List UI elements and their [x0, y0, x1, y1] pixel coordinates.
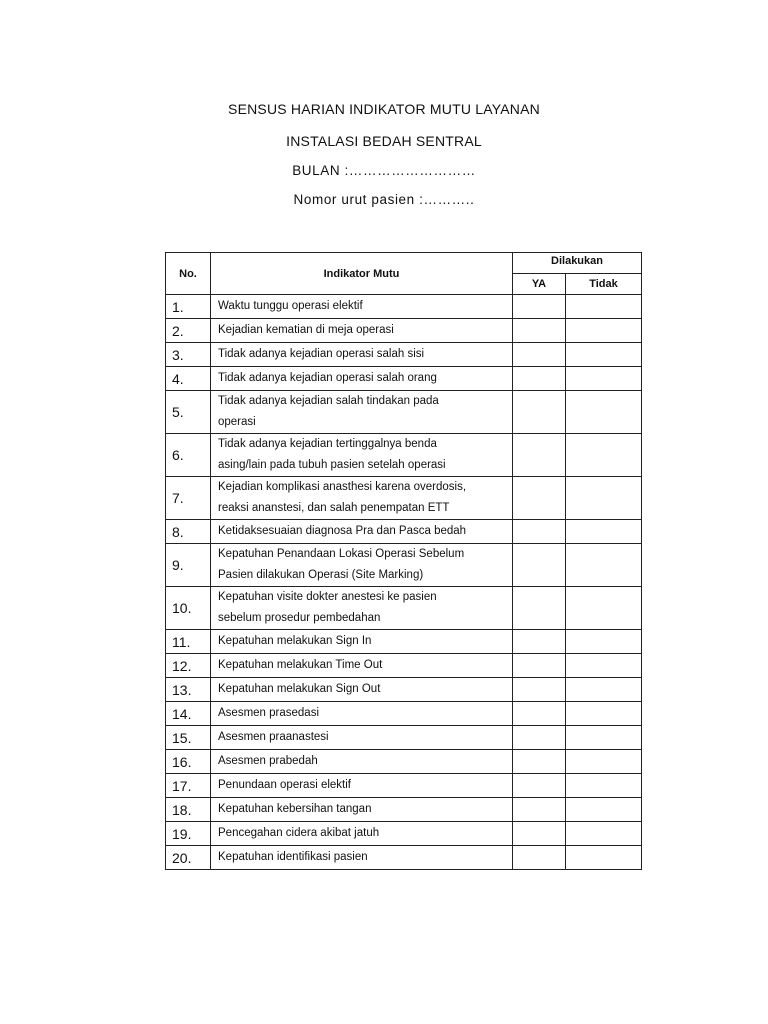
indicator-text	[211, 477, 513, 520]
ya-checkbox-cell[interactable]	[513, 846, 566, 870]
ya-checkbox-cell[interactable]	[513, 520, 566, 544]
indicator-text: Waktu tunggu operasi elektif	[211, 295, 513, 319]
row-number: 5.	[166, 391, 211, 434]
ya-checkbox-cell[interactable]	[513, 319, 566, 343]
indicator-text	[211, 434, 513, 477]
indicator-text: Kejadian kematian di meja operasi	[211, 319, 513, 343]
header-ya: YA	[513, 274, 566, 295]
row-number: 4.	[166, 367, 211, 391]
table-row	[166, 678, 642, 702]
tidak-checkbox-cell[interactable]	[566, 846, 642, 870]
row-number: 20.	[166, 846, 211, 870]
table-row	[166, 750, 642, 774]
ya-checkbox-cell[interactable]	[513, 391, 566, 434]
ya-checkbox-cell[interactable]	[513, 630, 566, 654]
indicator-text: Ketidaksesuaian diagnosa Pra dan Pasca bedah	[211, 520, 513, 544]
indicator-text: Asesmen praanastesi	[211, 726, 513, 750]
table-row	[166, 520, 642, 544]
indicator-line: Kepatuhan Penandaan Lokasi Operasi Sebelum	[218, 548, 465, 560]
tidak-checkbox-cell[interactable]	[566, 654, 642, 678]
row-number: 13.	[166, 678, 211, 702]
tidak-checkbox-cell[interactable]	[566, 434, 642, 477]
tidak-checkbox-cell[interactable]	[566, 750, 642, 774]
indicator-line: Kejadian komplikasi anasthesi karena overdosis,	[218, 481, 467, 493]
row-number: 10.	[166, 587, 211, 630]
indicator-line: Tidak adanya kejadian salah tindakan pada	[218, 395, 439, 407]
row-number: 17.	[166, 774, 211, 798]
ya-checkbox-cell[interactable]	[513, 798, 566, 822]
row-number: 9.	[166, 544, 211, 587]
ya-checkbox-cell[interactable]	[513, 822, 566, 846]
indicator-line: Kepatuhan visite dokter anestesi ke pasien	[218, 591, 437, 603]
table-row	[166, 319, 642, 343]
tidak-checkbox-cell[interactable]	[566, 678, 642, 702]
header-no: No.	[166, 253, 211, 295]
indicator-text	[211, 391, 513, 434]
table-row	[166, 846, 642, 870]
tidak-checkbox-cell[interactable]	[566, 798, 642, 822]
nomor-urut-field: Nomor urut pasien :………..	[293, 192, 475, 207]
indicator-line: reaksi ananstesi, dan salah penempatan ETT	[218, 502, 450, 514]
tidak-checkbox-cell[interactable]	[566, 295, 642, 319]
tidak-checkbox-cell[interactable]	[566, 477, 642, 520]
header-indikator: Indikator Mutu	[211, 253, 513, 295]
indicator-text	[211, 587, 513, 630]
indicator-text: Pencegahan cidera akibat jatuh	[211, 822, 513, 846]
indicator-text: Kepatuhan melakukan Time Out	[211, 654, 513, 678]
ya-checkbox-cell[interactable]	[513, 654, 566, 678]
tidak-checkbox-cell[interactable]	[566, 702, 642, 726]
indicator-text: Asesmen prabedah	[211, 750, 513, 774]
tidak-checkbox-cell[interactable]	[566, 822, 642, 846]
indicator-text: Kepatuhan melakukan Sign In	[211, 630, 513, 654]
tidak-checkbox-cell[interactable]	[566, 343, 642, 367]
ya-checkbox-cell[interactable]	[513, 702, 566, 726]
row-number: 16.	[166, 750, 211, 774]
table-row	[166, 587, 642, 630]
indicator-table	[165, 252, 642, 870]
row-number: 2.	[166, 319, 211, 343]
tidak-checkbox-cell[interactable]	[566, 630, 642, 654]
row-number: 15.	[166, 726, 211, 750]
indicator-text: Kepatuhan kebersihan tangan	[211, 798, 513, 822]
tidak-checkbox-cell[interactable]	[566, 391, 642, 434]
ya-checkbox-cell[interactable]	[513, 678, 566, 702]
table-row	[166, 544, 642, 587]
indicator-text: Kepatuhan melakukan Sign Out	[211, 678, 513, 702]
indicator-text: Penundaan operasi elektif	[211, 774, 513, 798]
document-title: SENSUS HARIAN INDIKATOR MUTU LAYANAN	[228, 101, 540, 117]
row-number: 14.	[166, 702, 211, 726]
row-number: 19.	[166, 822, 211, 846]
tidak-checkbox-cell[interactable]	[566, 367, 642, 391]
indicator-text: Tidak adanya kejadian operasi salah orang	[211, 367, 513, 391]
ya-checkbox-cell[interactable]	[513, 750, 566, 774]
indicator-line: asing/lain pada tubuh pasien setelah operasi	[218, 459, 446, 471]
ya-checkbox-cell[interactable]	[513, 295, 566, 319]
indicator-line: Tidak adanya kejadian tertinggalnya benda	[218, 438, 437, 450]
indicator-line: sebelum prosedur pembedahan	[218, 612, 381, 624]
table-row	[166, 822, 642, 846]
ya-checkbox-cell[interactable]	[513, 434, 566, 477]
indicator-text: Asesmen prasedasi	[211, 702, 513, 726]
row-number: 18.	[166, 798, 211, 822]
header-dilakukan: Dilakukan	[513, 253, 642, 274]
table-row	[166, 367, 642, 391]
ya-checkbox-cell[interactable]	[513, 544, 566, 587]
row-number: 3.	[166, 343, 211, 367]
table-row	[166, 654, 642, 678]
row-number: 12.	[166, 654, 211, 678]
indicator-line: Pasien dilakukan Operasi (Site Marking)	[218, 569, 424, 581]
bulan-field: BULAN :………………………	[292, 163, 476, 178]
indicator-text: Kepatuhan identifikasi pasien	[211, 846, 513, 870]
tidak-checkbox-cell[interactable]	[566, 544, 642, 587]
table-row	[166, 798, 642, 822]
row-number: 7.	[166, 477, 211, 520]
indicator-text	[211, 544, 513, 587]
header-tidak: Tidak	[566, 274, 642, 295]
table-row	[166, 702, 642, 726]
tidak-checkbox-cell[interactable]	[566, 726, 642, 750]
document-subtitle: INSTALASI BEDAH SENTRAL	[286, 133, 482, 149]
table-row	[166, 434, 642, 477]
ya-checkbox-cell[interactable]	[513, 726, 566, 750]
tidak-checkbox-cell[interactable]	[566, 774, 642, 798]
ya-checkbox-cell[interactable]	[513, 343, 566, 367]
table-row	[166, 726, 642, 750]
row-number: 6.	[166, 434, 211, 477]
indicator-text: Tidak adanya kejadian operasi salah sisi	[211, 343, 513, 367]
ya-checkbox-cell[interactable]	[513, 367, 566, 391]
table-row	[166, 343, 642, 367]
indicator-line: operasi	[218, 416, 256, 428]
table-row	[166, 295, 642, 319]
tidak-checkbox-cell[interactable]	[566, 587, 642, 630]
tidak-checkbox-cell[interactable]	[566, 520, 642, 544]
ya-checkbox-cell[interactable]	[513, 477, 566, 520]
tidak-checkbox-cell[interactable]	[566, 319, 642, 343]
ya-checkbox-cell[interactable]	[513, 774, 566, 798]
table-row	[166, 391, 642, 434]
ya-checkbox-cell[interactable]	[513, 587, 566, 630]
row-number: 8.	[166, 520, 211, 544]
row-number: 11.	[166, 630, 211, 654]
table-row	[166, 774, 642, 798]
table-row	[166, 477, 642, 520]
table-row	[166, 630, 642, 654]
row-number: 1.	[166, 295, 211, 319]
